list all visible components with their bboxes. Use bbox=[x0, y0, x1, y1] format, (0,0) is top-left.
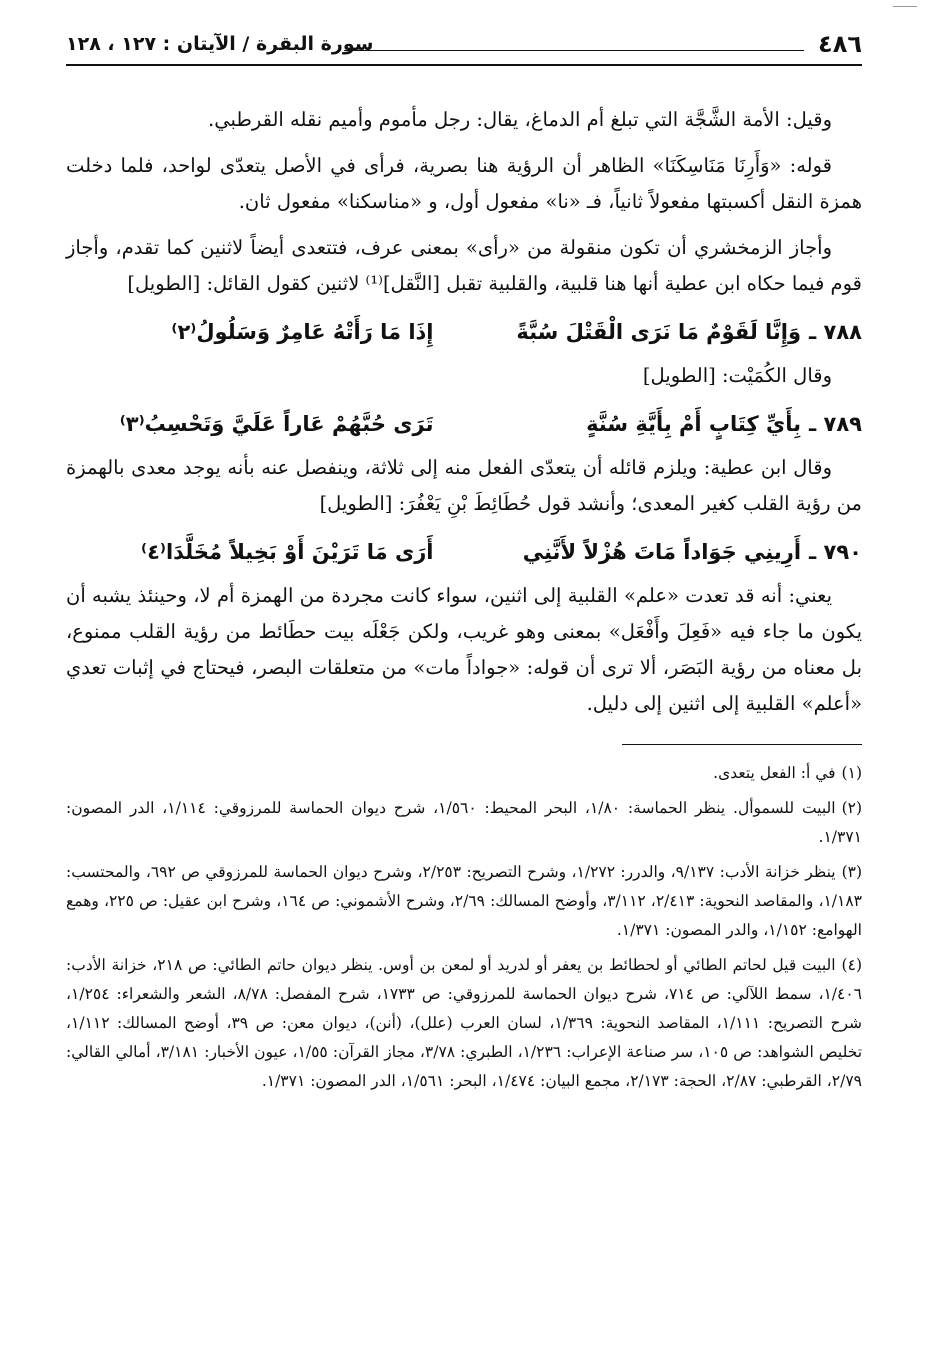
running-title: سورة البقرة / الآيتان : ١٢٧ ، ١٢٨ bbox=[66, 33, 374, 55]
running-header bbox=[66, 30, 862, 66]
verse-790 bbox=[66, 532, 862, 572]
verse-789 bbox=[66, 404, 862, 444]
footnote bbox=[66, 858, 862, 945]
book-page bbox=[66, 30, 862, 1102]
footnote-number: (١) bbox=[841, 764, 862, 782]
paragraph: وأجاز الزمخشري أن تكون منقولة من «رأى» بمعنى عرف، فتتعدى أيضاً لاثنين كما تقدم، وأجاز قوم فيما حكاه ابن عطية أنها هنا قلبية، والقلبية تقبل [النَّقل]⁽¹⁾ لاثنين كقول القائل: [الطويل] bbox=[66, 236, 862, 295]
paragraph: وقال ابن عطية: ويلزم قائله أن يتعدّى الفعل منه إلى ثلاثة، وينفصل عنه بأنه يوجد معدى بالهمزة من رؤية القلب كغير المعدى؛ وأنشد قول حُطَائِطَ بْنِ يَعْفُرَ: [الطويل] bbox=[66, 456, 862, 515]
paragraph: وقيل: الأمة الشَّجَّة التي تبلغ أم الدماغ، يقال: رجل مأموم وأميم نقله القرطبي. bbox=[208, 108, 832, 131]
page-number: ٤٨٦ bbox=[818, 30, 862, 58]
header-rule bbox=[344, 50, 804, 51]
footnote bbox=[66, 759, 862, 788]
paragraph: قوله: «وَأَرِنَا مَنَاسِكَنَا» الظاهر أن الرؤية هنا بصرية، فرأى في الأصل يتعدّى لواحد، فلما دخلت همزة النقل أكسبتها مفعولاً ثانياً، فـ «نا» مفعول أول، و «مناسكنا» مفعول ثان. bbox=[66, 154, 862, 213]
footnote-number: (٣) bbox=[841, 863, 863, 881]
footnote-text: البيت قيل لحاتم الطائي أو لحطائط بن يعفر أو لدريد أو لمعن بن أوس. ينظر ديوان حاتم الطائي: ص ٢١٨، خزانة الأدب: ١/٤٠٦، سمط اللآلي: ص ٧١٤، شرح ديوان الحماسة للمرزوقي: ص ١٧٣٣، شرح المفصل: ٨/٧٨، الشعر والشعراء: ١/٢٥٤، شرح التصريح: ١/١١١، المقاصد النحوية: ١/٣٦٩، لسان العرب (علل)، (أنن)، ديوان معن: ص ٣٩، أوضح المسالك: ١/١١٢، تخليص الشواهد: ص ١٠٥، سر صناعة الإعراب: ١/٢٣٦، الطبري: ٣/٧٨، مجاز القرآن: ١/٥٥، عيون الأخبار: ٣/١٨١، أمالي القالي: ٢/٧٩، القرطبي: ٢/٨٧، الحجة: ٢/١٧٣، مجمع البيان: ١/٤٧٤، البحر: ١/٥٦١، الدر المصون: ١/٣٧١. bbox=[66, 956, 863, 1090]
second-hemistich: إِذَا مَا رَأَتْهُ عَامِرٌ وَسَلُولُ⁽٢⁾ bbox=[171, 320, 434, 344]
paragraph: وقال الكُمَيْت: [الطويل] bbox=[642, 364, 832, 387]
footnote-number: (٤) bbox=[841, 956, 862, 974]
second-hemistich: أَرَى مَا تَرَيْنَ أَوْ بَخِيلاً مُخَلَّدَا⁽٤⁾ bbox=[141, 540, 434, 564]
footnote-text: البيت للسموأل. ينظر الحماسة: ١/٨٠، البحر المحيط: ١/٥٦٠، شرح ديوان الحماسة للمرزوقي: ١/١١٤، الدر المصون: ١/٣٧١. bbox=[66, 799, 862, 846]
footnote bbox=[66, 951, 862, 1096]
footnote-text: في أ: الفعل يتعدى. bbox=[713, 764, 836, 782]
first-hemistich: بِأَيِّ كِتَابٍ أَمْ بِأَيَّةِ سُنَّةٍ bbox=[586, 412, 802, 436]
verse-number: ٧٨٩ ـ bbox=[809, 412, 862, 436]
footnote bbox=[66, 794, 862, 852]
second-hemistich: تَرَى حُبَّهُمْ عَاراً عَلَيَّ وَتَحْسِبُ⁽٣⁾ bbox=[119, 412, 434, 436]
first-hemistich: وَإِنَّا لَقَوْمٌ مَا نَرَى الْقَتْلَ سُبَّةً bbox=[516, 320, 802, 344]
corner-mark bbox=[893, 6, 917, 7]
footnotes bbox=[66, 759, 862, 1096]
verse-788 bbox=[66, 312, 862, 352]
verse-number: ٧٩٠ ـ bbox=[809, 540, 862, 564]
main-text bbox=[66, 102, 862, 1096]
paragraph: يعني: أنه قد تعدت «علم» القلبية إلى اثنين، سواء كانت مجردة من الهمزة أم لا، وحينئذ يشبه أن يكون ما جاء فيه «فَعِلَ وأَفْعَل» بمعنى وهو غريب، ولكن جَعْلَه بيت حطَائط من رؤية القلب ممنوع، بل معناه من رؤية البَصَر، ألا ترى أن قوله: «جواداً مات» من متعلقات البصر، فيحتاج في إثبات تعدي «أعلم» القلبية إلى اثنين إلى دليل. bbox=[66, 584, 862, 715]
footnote-separator bbox=[622, 744, 862, 745]
footnote-number: (٢) bbox=[841, 799, 863, 817]
first-hemistich: أَرِينِي جَوَاداً مَاتَ هُزْلاً لأَنَّنِي bbox=[522, 540, 802, 564]
verse-number: ٧٨٨ ـ bbox=[809, 320, 862, 344]
footnote-text: ينظر خزانة الأدب: ٩/١٣٧، والدرر: ١/٢٧٢، وشرح التصريح: ٢/٢٥٣، وشرح ديوان الحماسة للمرزوقي ص ٦٩٢، والمحتسب: ١/١٨٣، والمقاصد النحوية: ٢/٤١٣، ٣/١١٢، وأوضح المسالك: ٢/٦٩، وشرح الأشموني: ص ١٦٤، وشرح ابن عقيل: ص ٢٢٥، وهمع الهوامع: ١/١٥٢، والدر المصون: ١/٣٧١. bbox=[66, 863, 862, 939]
